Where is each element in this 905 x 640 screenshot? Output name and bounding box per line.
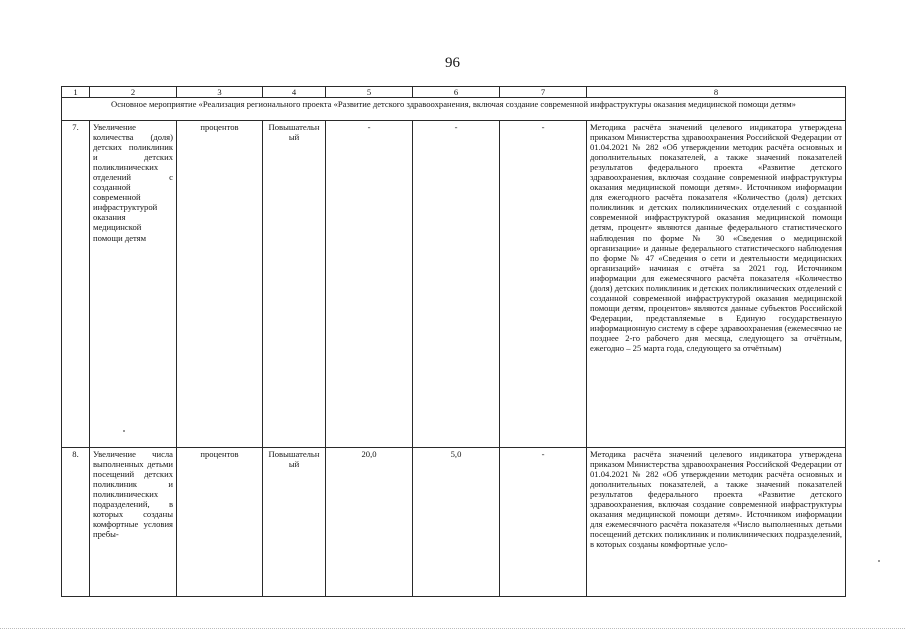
value-cell: - <box>326 121 413 448</box>
row-number: 8. <box>62 448 90 597</box>
section-row <box>62 98 846 121</box>
value-cell: 20,0 <box>326 448 413 597</box>
scan-speck <box>123 430 125 432</box>
scan-edge <box>0 628 905 632</box>
column-number: 1 <box>62 87 90 98</box>
indicator-name: Увеличение количества (доля) детских поликлиник и детских поликлинических отделений с созданной современной инфраструктурой оказания медицинской помощи детям <box>90 121 177 448</box>
column-number: 8 <box>587 87 846 98</box>
table-row <box>62 121 846 448</box>
value-cell: - <box>413 121 500 448</box>
table-row <box>62 448 846 597</box>
unit-cell: процентов <box>177 448 263 597</box>
row-number: 7. <box>62 121 90 448</box>
value-cell: - <box>500 448 587 597</box>
value-cell: - <box>500 121 587 448</box>
column-number-row <box>62 87 846 98</box>
section-title: Основное мероприятие «Реализация регионального проекта «Развитие детского здравоохранения, включая создание современной инфраструктуры оказания медицинской помощи детям» <box>62 98 846 121</box>
value-cell: 5,0 <box>413 448 500 597</box>
column-number: 6 <box>413 87 500 98</box>
methodology-cell: Методика расчёта значений целевого индикатора утверждена приказом Министерства здравоохранения Российской Федерации от 01.04.2021 № 282 «Об утверждении методик расчёта основных и дополнительных показателей, а также значений показателей результатов федерального проекта «Развитие детского здравоохранения, включая создание современной инфраструктуры оказания медицинской помощи детям». Источником информации для ежемесячного расчёта показателя «Число выполненных детьми посещений детских поликлиник и поликлинических подразделений, в которых созданы комфортные усло- <box>587 448 846 597</box>
column-number: 2 <box>90 87 177 98</box>
direction-cell: Повышательный <box>263 121 326 448</box>
indicator-name: Увеличение числа выполненных детьми посещений детских поликлиник и поликлинических подразделений, в которых созданы комфортные условия пребы- <box>90 448 177 597</box>
indicators-table <box>61 86 846 597</box>
methodology-cell: Методика расчёта значений целевого индикатора утверждена приказом Министерства здравоохранения Российской Федерации от 01.04.2021 № 282 «Об утверждении методик расчёта основных и дополнительных показателей, а также значений показателей результатов федерального проекта «Развитие детского здравоохранения, включая создание современной инфраструктуры оказания медицинской помощи детям». Источником информации для ежегодного расчёта показателя «Количество (доля) детских поликлиник и детских поликлинических отделений с созданной современной инфраструктурой оказания медицинской помощи детям, процент» являются данные федерального статистического наблюдения по форме № 30 «Сведения о медицинской организации» и данные федерального статистического наблюдения по форме № 47 «Сведения о сети и деятельности медицинских организаций» начиная с отчёта за 2021 год. Источником информации для ежемесячного расчёта показателя «Количество (доля) детских поликлиник и детских поликлинических отделений с созданной современной инфраструктурой оказания медицинской помощи детям, процентов» являются данные субъектов Российской Федерации, представляемые в Единую государственную информационную систему в сфере здравоохранения (ежемесячно не позднее 2-го рабочего дня месяца, следующего за отчётным, ежегодно – 25 марта года, следующего за отчётным) <box>587 121 846 448</box>
column-number: 7 <box>500 87 587 98</box>
direction-cell: Повышательный <box>263 448 326 597</box>
column-number: 4 <box>263 87 326 98</box>
column-number: 3 <box>177 87 263 98</box>
page-number: 96 <box>445 55 460 71</box>
unit-cell: процентов <box>177 121 263 448</box>
column-number: 5 <box>326 87 413 98</box>
scan-speck <box>878 560 880 562</box>
